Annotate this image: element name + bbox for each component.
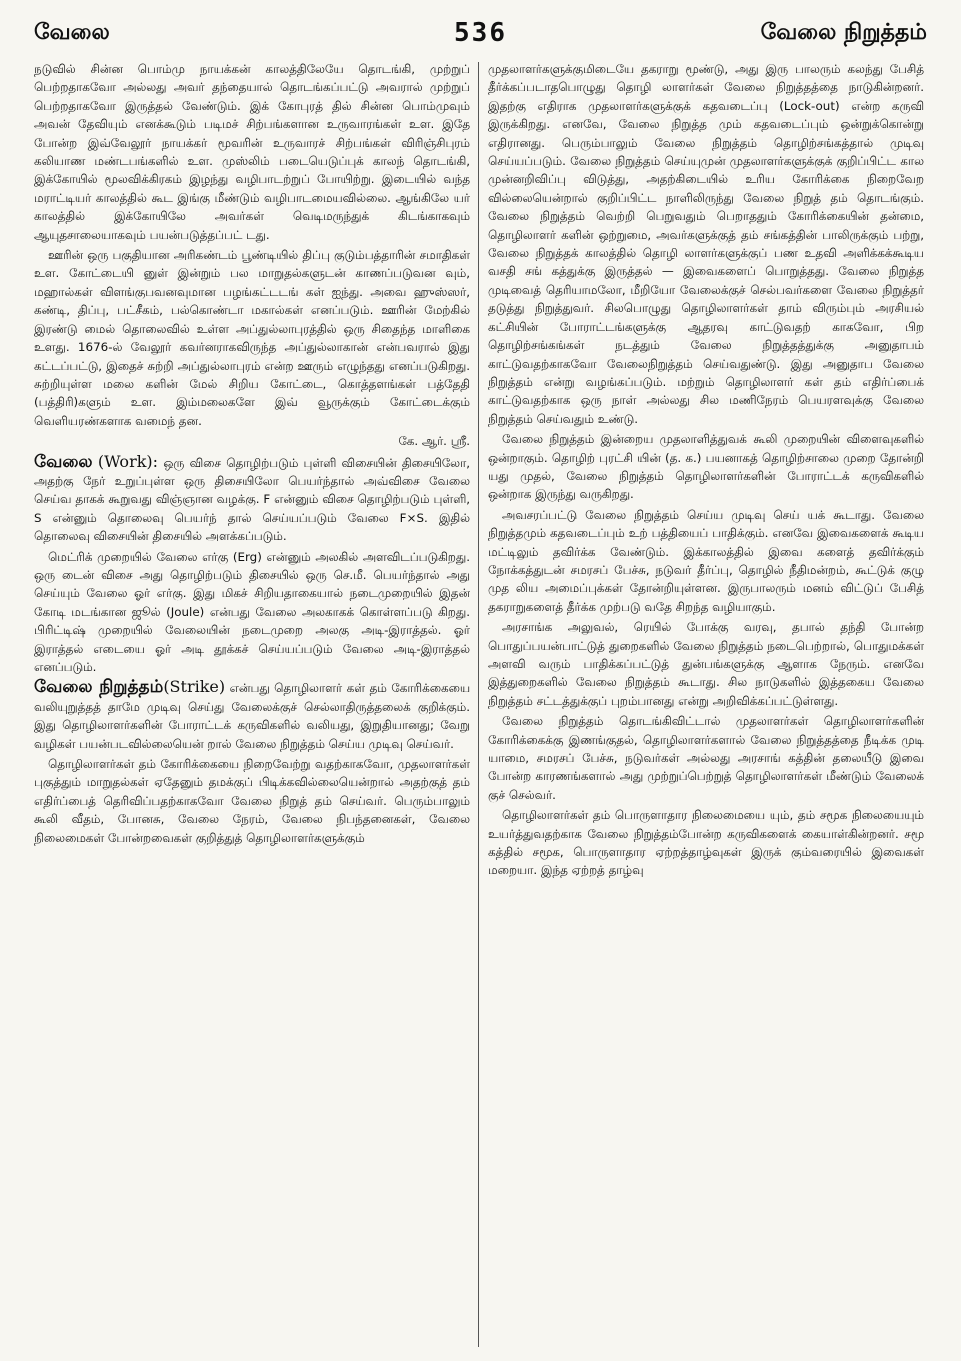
author-signature: கே. ஆர். ஸ்ரீ. bbox=[398, 434, 470, 449]
paragraph: மெட்ரிக் முறையில் வேலை எர்கு (Erg) என்னும் அலகில் அளவிடப்படுகிறது. ஒரு டைன் விசை அது தொழிற்படும் திசையில் ஒரு செ.மீ. பெயர்ந்தால் அது செய்யும் வேலை ஓர் எர்கு. இது மிகச் சிறியதாகையால் நடைமுறையில் இதன் கோடி மடங்கான ஜூல் (Joule) என்பது வேலை அலகாகக் கொள்ளப்படு கிறது. பிரிட்டிஷ் முறையில் வேலையின் நடைமுறை அலகு அடி-இராத்தல். ஓர் இராத்தல் எடையை ஓர் அடி தூக்கச் செய்யப்படும் வேலை அடி-இராத்தல் எனப்படும். bbox=[34, 549, 470, 674]
entry-english-term: (Work): bbox=[97, 451, 159, 471]
entry-headword: வேலை bbox=[34, 451, 93, 472]
entry-text: ஒரு விசை தொழிற்படும் புள்ளி விசையின் திசையிலோ, அதற்கு நேர் உறுப்புள்ள ஒரு திசையிலோ பெயர்ந்தால் அவ்விசை வேலை செய்வ தாகக் கூறுவது விஞ்ஞான வழக்கு. F என்னும் விசை தொழிற்படும் புள்ளி, S என்னும் தொலைவு பெயர்ந் தால் செய்யப்படும் வேலை F×S. இதில் தொலைவு விசையின் திசையில் அளக்கப்படும். bbox=[34, 455, 470, 544]
entry-strike bbox=[34, 678, 470, 753]
entry-english-term: (Strike) bbox=[163, 677, 226, 697]
right-column bbox=[488, 60, 924, 1350]
paragraph: முதலாளர்களுக்குமிடையே தகராறு மூண்டு, அது இரு பாலரும் கலந்து பேசித் தீர்க்கப்படாதபொழுது தொழி லாளர்கள் வேலை நிறுத்தத்தை நாடுகின்றனர். இதற்கு எதிராக முதலாளர்களுக்குக் கதவடைப்பு (Lock-out) என்ற கருவி இருக்கிறது. எனவே, வேலை நிறுத்த மும் கதவடைப்பும் ஒன்றுக்கொன்று எதிரானது. பெரும்பாலும் வேலை நிறுத்தம் தொழிற்சங்கத்தால் முடிவு செய்யப்படும். வேலை நிறுத்தம் செய்யுமுன் முதலாளர்களுக்குக் குறிப்பிட்ட கால முன்னறிவிப்பு விடுத்து, அதற்கிடையில் உரிய கோரிக்கை நிறைவேற வில்லையென்றால் குறிப்பிட்ட நாளிலிருந்து வேலை நிறுத் தம் தொடங்கும். வேலை நிறுத்தம் வெற்றி பெறுவதும் பெறாததும் கோரிக்கையின் தன்மை, தொழிலாளர் களின் ஒற்றுமை, அவர்களுக்குத் தம் சங்கத்தின் பாலிருக்கும் பற்று, வேலை நிறுத்தக் காலத்தில் தொழி லாளர்களுக்குப் பண உதவி அளிக்கக்கூடிய வசதி சங் கத்துக்கு இருத்தல் — இவைகளைப் பொறுத்தது. வேலை நிறுத்த முடிவைத் தெரியாமலோ, மீறியோ வேலைக்குச் செல்பவர்களை வேலை நிறுத்தர் தடுத்து நிறுத்துவர். சிலபொழுது தொழிலாளர்கள் தாம் விரும்பும் அரசியல் கட்சியின் போராட்டங்களுக்கு ஆதரவு காட்டுவதற் காகவோ, பிற தொழிற்சங்கங்கள் நடத்தும் வேலை நிறுத்தத்துக்கு அனுதாபம் காட்டுவதற்காகவோ வேலைநிறுத்தம் செய்வதுண்டு. இது அனுதாப வேலை நிறுத்தம் என்று வழங்கப்படும். மற்றும் தொழிலாளர் கள் தம் எதிர்ப்பைக் காட்டுவதற்காக ஒரு நாள் அல்லது சில மணிநேரம் பெயரளவுக்கு வேலை நிறுத்தம் செய்வதும் உண்டு. bbox=[488, 62, 924, 426]
paragraph: வேலை நிறுத்தம் இன்றைய முதலாளித்துவக் கூலி முறையின் விளைவுகளில் ஒன்றாகும். தொழிற் புரட்சி யின் (த. க.) பயனாகத் தொழிற்சாலை முறை தோன்றி யது முதல், வேலை நிறுத்தம் தொழிலாளர்களின் போராட்டக் கருவிகளில் ஒன்றாக இருந்து வருகிறது. bbox=[488, 432, 924, 502]
paragraph: அவசரப்பட்டு வேலை நிறுத்தம் செய்ய முடிவு செய் யக் கூடாது. வேலை நிறுத்தமும் கதவடைப்பும் உற் பத்தியைப் பாதிக்கும். எனவே இவைகளைக் கூடிய மட்டிலும் தவிர்க்க வேண்டும். இக்காலத்தில் இவை களைத் தவிர்க்கும் நோக்கத்துடன் சமரசப் பேச்சு, நடுவர் தீர்ப்பு, தொழில் நீதிமன்றம், கூட்டுக் குழு முத லிய அமைப்புக்கள் தோன்றியுள்ளன. இருபாலரும் மனம் விட்டுப் பேசித் தகராறுகளைத் தீர்க்க முற்படு வதே சிறந்த வழியாகும். bbox=[488, 507, 924, 614]
entry-work bbox=[34, 453, 470, 546]
paragraph: ஊரின் ஒரு பகுதியான அரிகண்டம் பூண்டியில் திப்பு குடும்பத்தாரின் சமாதிகள் உள. கோட்டையி னுள் இன்றும் பல மாறுதல்களுடன் காணப்படுவன வும், மஹால்கள் விளங்குபவனவுமான பழங்கட்டடங் கள் ஐந்து. அவை ஹுஸ்ஸர், கண்டி, திப்பு, பட்சீகம், பல்கொண்டா மகால்கள் எனப்படும். ஊரின் மேற்கில் இரண்டு மைல் தொலைவில் உள்ள அப்துல்லாபுரத்தில் ஒரு சிதைந்த மாளிகை உளது. 1676-ல் வேலூர் கவர்னராகவிருந்த அப்துல்லாகான் என்பவரால் இது கட்டப்பட்டு, இதைச் சுற்றி அப்துல்லாபுரம் என்ற ஊரும் எழுந்தது எனப்படுகிறது. சுற்றியுள்ள மலை களின் மேல் சிறிய கோட்டை, கொத்தளங்கள் பத்தேதி (பத்திரி)களும் உள. இம்மலைகளே இவ் வூருக்கும் கோட்டைக்கும் வெளியரண்களாக வமைந் தன. bbox=[34, 248, 470, 428]
entry-text: என்பது தொழிலாளர் கள் தம் கோரிக்கையை வலியுறுத்தத் தாமே முடிவு செய்து வேலைக்குச் செல்லாதிருத்தலைக் குறிக்கும். இது தொழிலாளர்களின் போராட்டக் கருவிகளில் வலியது, இறுதியானது; வேறு வழிகள் பயன்படவில்லையென் றால் வேலை நிறுத்தம் செய்ய முடிவு செய்வர். bbox=[34, 681, 470, 751]
paragraph: வேலை நிறுத்தம் தொடங்கிவிட்டால் முதலாளர்கள் தொழிலாளர்களின் கோரிக்கைக்கு இணங்குதல், தொழிலாளர்களால் வேலை நிறுத்தத்தை நீடிக்க முடி யாமை, சமரசப் பேச்சு, நடுவர்கள் அல்லது அரசாங் கத்தின் தலையீடு இவை போன்ற காரணங்களால் அது முற்றுப்பெற்றுத் தொழிலாளர்கள் மீண்டும் வேலைக் குச் செல்வர். bbox=[488, 714, 924, 802]
paragraph: அரசாங்க அலுவல், ரெயில் போக்கு வரவு, தபால் தந்தி போன்ற பொதுப்பயன்பாட்டுத் துறைகளில் வேலை நிறுத்தம் நடைபெற்றால், பொதுமக்கள் அளவி வரும் பாதிக்கப்பட்டுத் துன்பங்களுக்கு ஆளாக நேரும். எனவே இத்துறைகளில் வேலை நிறுத்தம் கூடாது. சில நாடுகளில் இத்தகைய வேலை நிறுத்தம் சட்டத்துக்குப் புறம்பானது என்று அறிவிக்கப்பட்டுள்ளது. bbox=[488, 620, 924, 708]
left-column bbox=[34, 60, 470, 1350]
page-number: 536 bbox=[454, 18, 507, 48]
paragraph: தொழிலாளர்கள் தம் கோரிக்கையை நிறைவேற்று வதற்காகவோ, முதலாளர்கள் புகுத்தும் மாறுதல்கள் ஏதேனும் தமக்குப் பிடிக்கவில்லையென்றால் அதற்குத் தம் எதிர்ப்பைத் தெரிவிப்பதற்காகவோ வேலை நிறுத் தம் செய்வர். பெரும்பாலும் கூலி வீதம், போனசு, வேலை நேரம், வேலை நிபந்தனைகள், வேலை நிலைமைகள் போன்றவைகள் குறித்துத் தொழிலாளர்களுக்கும் bbox=[34, 757, 470, 845]
column-divider bbox=[478, 62, 479, 1347]
running-head-left: வேலை bbox=[34, 20, 110, 45]
entry-headword: வேலை நிறுத்தம் bbox=[34, 677, 164, 698]
paragraph: தொழிலாளர்கள் தம் பொருளாதார நிலைமையை யும், தம் சமூக நிலையையும் உயர்த்துவதற்காக வேலை நிறுத்தம்போன்ற கருவிகளைக் கையாள்கின்றனர். சமூ கத்தில் சமூக, பொருளாதார ஏற்றத்தாழ்வுகள் இருக் கும்வரையில் இவைகள் மறையா. இந்த ஏற்றத் தாழ்வு bbox=[488, 808, 924, 878]
paragraph: நடுவில் சின்ன பொம்மு நாயக்கன் காலத்திலேயே தொடங்கி, முற்றுப் பெற்றதாகவோ அல்லது அவர் தந்தையால் தொடங்கப்பட்டு அவரால் முற்றுப் பெற்றதாகவோ இருத்தல் வேண்டும். இக் கோபுரத் தில் சின்ன பொம்முவும் அவன் தேவியும் எனக்கூடும் படிமச் சிற்பங்களான உருவாரங்கள் உள. இதே போன்ற இவ்வேலூர் நாயக்கர் மூவரின் உருவாரச் சிற்பங்கள் விரிஞ்சிபுரம் கலியாண மண்டபங்களில் உள. முஸ்லிம் படையெடுப்புக் காலந் தொடங்கி, இக்கோயில் மூலவிக்கிரகம் இழந்து வழிபாடற்றுப் போயிற்று. இடையில் வந்த மராட்டியர் காலத்தில் கூட இங்கு மீண்டும் வழிபாடமையவில்லை. ஆங்கிலே யர் காலத்தில் இக்கோயிலே அவர்கள் வெடிமருந்துக் கிடங்காகவும் ஆயுதசாலையாகவும் பயன்படுத்தப்பட் டது. bbox=[34, 62, 470, 242]
running-head-right: வேலை நிறுத்தம் bbox=[760, 20, 927, 45]
page-header bbox=[28, 14, 933, 54]
